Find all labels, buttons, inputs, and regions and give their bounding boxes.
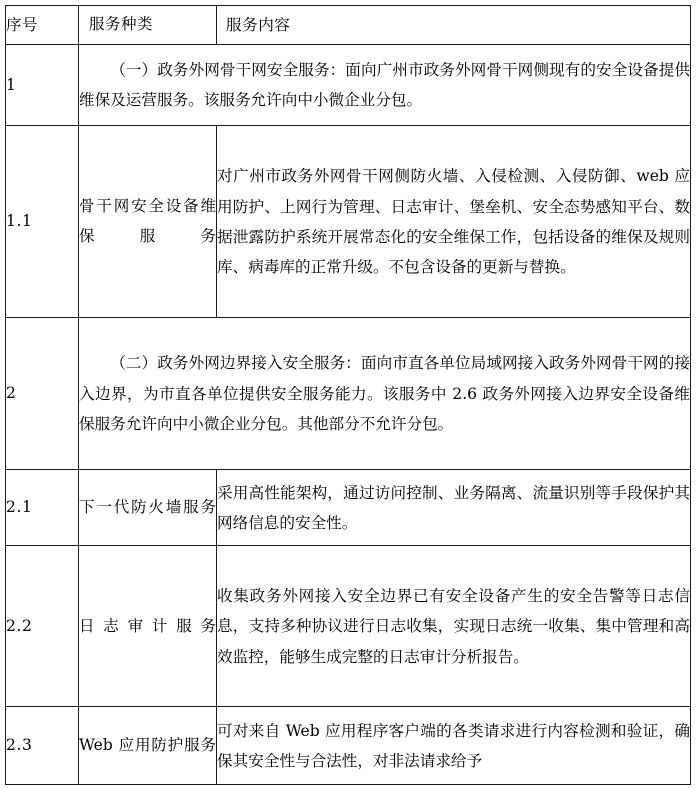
- header-cell-no: 序号: [6, 6, 79, 45]
- row-no-1-1: 1.1: [6, 126, 79, 318]
- header-cell-type: 服务种类: [79, 6, 217, 45]
- table-row: [6, 707, 691, 785]
- table-row: [6, 126, 691, 318]
- row-content-2-1: 采用高性能架构，通过访问控制、业务隔离、流量识别等手段保护其网络信息的安全性。: [217, 470, 691, 546]
- table-row: [6, 45, 691, 126]
- row-type-2-1: 下一代防火墙服务: [79, 470, 217, 546]
- row-type-1-1: 骨干网安全设备维保服务: [79, 126, 217, 318]
- table-header-row: [6, 6, 691, 45]
- row-type-2-2: 日志审计服务: [79, 546, 217, 707]
- row-type-2-3: Web 应用防护服务: [79, 707, 217, 785]
- table-row: [6, 318, 691, 470]
- table-row: [6, 546, 691, 707]
- row-content-2-3: 可对来自 Web 应用程序客户端的各类请求进行内容检测和验证，确保其安全性与合法性，对非法请求给予: [217, 707, 691, 785]
- header-cell-content: 服务内容: [217, 6, 691, 45]
- row-content-1: （一）政务外网骨干网安全服务：面向广州市政务外网骨干网侧现有的安全设备提供维保及运营服务。该服务允许向中小微企业分包。: [79, 45, 691, 126]
- row-content-1-1: 对广州市政务外网骨干网侧防火墙、入侵检测、入侵防御、web 应用防护、上网行为管理、日志审计、堡垒机、安全态势感知平台、数据泄露防护系统开展常态化的安全维保工作，包括设备的维保及规则库、病毒库的正常升级。不包含设备的更新与替换。: [217, 126, 691, 318]
- row-no-2: 2: [6, 318, 79, 470]
- row-content-2: （二）政务外网边界接入安全服务：面向市直各单位局域网接入政务外网骨干网的接入边界，为市直各单位提供安全服务能力。该服务中 2.6 政务外网接入边界安全设备维保服务允许向中小微企业分包。其他部分不允许分包。: [79, 318, 691, 470]
- service-catalog-table: [5, 5, 691, 785]
- row-no-2-2: 2.2: [6, 546, 79, 707]
- row-content-2-2: 收集政务外网接入安全边界已有安全设备产生的安全告警等日志信息，支持多种协议进行日志收集，实现日志统一收集、集中管理和高效监控，能够生成完整的日志审计分析报告。: [217, 546, 691, 707]
- row-no-1: 1: [6, 45, 79, 126]
- row-no-2-1: 2.1: [6, 470, 79, 546]
- table-row: [6, 470, 691, 546]
- row-no-2-3: 2.3: [6, 707, 79, 785]
